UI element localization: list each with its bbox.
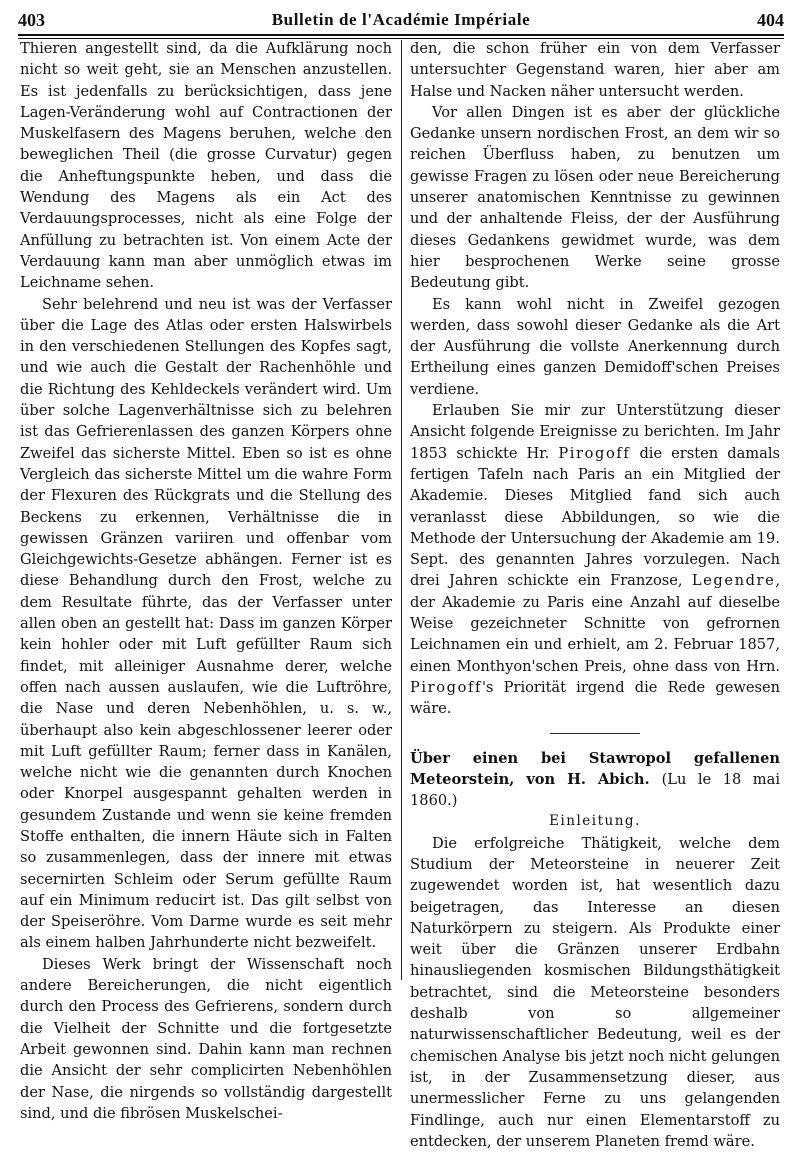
paragraph: den, die schon früher ein von dem Verfasser untersuchter Gegenstand waren, hier aber am Halse und Nacken näher untersucht werden. xyxy=(410,40,780,100)
page-number-right: 404 xyxy=(757,10,784,30)
person-name: Legendre xyxy=(691,572,776,590)
text-run: 's Priorität irgend die Rede gewesen wäre. xyxy=(410,678,780,718)
right-column xyxy=(410,38,780,1152)
person-name: Pirogoff xyxy=(558,444,631,462)
person-name: Pirogoff xyxy=(410,678,482,696)
paragraph: Die erfolgreiche Thätigkeit, welche dem Studium der Meteorsteine in neuerer Zeit zugewendet worden ist, hat wesentlich dazu beigetragen, das Interesse an diesen Naturkörpern zu steigern. Als Produkte einer weit über die Gränzen unserer Erdbahn hinausliegenden kosmischen Bildungsthätigkeit betrachtet, sind die Meteorsteine besonders deshalb von so allgemeiner naturwissenschaftlicher Bedeutung, weil es der chemischen Analyse bis jetzt noch nicht gelungen ist, in der Zusammensetzung dieser, aus unermesslicher Ferne zu uns gelangenden Findlinge, auch nur einen Elementarstoff zu entdecken, der unserem Planeten fremd wäre. xyxy=(410,834,780,1150)
paragraph: Dieses Werk bringt der Wissenschaft noch andere Bereicherungen, die nicht eigentlich durch den Process des Gefrierens, sondern durch die Vielheit der Schnitte und die fortgesetzte Arbeit gewonnen sind. Dahin kann man rechnen die Ansicht der sehr complicirten Nebenhöhlen der Nase, die nirgends so vollständig dargestellt sind, und die fibrösen Muskelschei- xyxy=(20,955,392,1122)
paragraph: Es kann wohl nicht in Zweifel gezogen werden, dass sowohl dieser Gedanke als die Art der Ausführung die vollste Anerkennung durch Ertheilung eines ganzen Demidoff'schen Preises verdiene. xyxy=(410,295,780,398)
text-run: die ersten damals fertigen Tafeln nach Paris an ein Mitglied der Akademie. Dieses Mitglied fand sich auch veranlasst diese Abbildungen, so wie die Methode der Untersuchung der Akademie am 19. Sept. des genannten Jahres vorzulegen. Nach drei Jahren schickte ein Franzose, xyxy=(410,444,780,590)
article-title-text: Über einen bei Stawropol gefallenen Meteorstein, von H. Abich. xyxy=(410,749,780,788)
journal-title: Bulletin de l'Académie Impériale xyxy=(271,10,531,29)
article-date: (Lu le 18 mai 1860.) xyxy=(410,770,781,810)
paragraph: Vor allen Dingen ist es aber der glückliche Gedanke unsern nordischen Frost, an dem wir so reichen Überfluss haben, zu benutzen um gewisse Fragen zu lösen oder neue Bereicherung unserer anatomischen Kenntnisse zu gewinnen und der anhaltende Fleiss, der der Ausführung dieses Gedankens gewidmet wurde, was dem hier besprochenen Werke seine grosse Bedeutung gibt. xyxy=(410,103,780,292)
column-separator xyxy=(401,40,402,980)
section-subheading: Einleitung. xyxy=(549,813,641,830)
article-title xyxy=(410,748,780,812)
paragraph: Sehr belehrend und neu ist was der Verfasser über die Lage des Atlas oder ersten Halswirbels in den verschiedenen Stellungen des Kopfes sagt, und wie auch die Gestalt der Rachenhöhle und die Richtung des Kehldeckels verändert wird. Um über solche Lagenverhältnisse sich zu belehren ist das Gefrierenlassen des ganzen Körpers ohne Zweifel das sicherste Mittel. Eben so ist es ohne Vergleich das sicherste Mittel um die wahre Form der Flexuren des Rückgrats und die Stellung des Beckens zu erkennen, Verhältnisse die in gewissen Gränzen variiren und offenbar vom Gleichgewichts-Gesetze abhängen. Ferner ist es diese Behandlung durch den Frost, welche zu dem Resultate führte, das der Verfasser unter allen oben an gestellt hat: Dass im ganzen Körper kein hohler oder mit Luft gefüllter Raum sich findet, mit alleiniger Ausnahme derer, welche offen nach aussen auslaufen, wie die Luftröhre, die Nase und deren Nebenhöhlen, u. s. w., überhaupt also kein abgeschlossener leerer oder mit Luft gefüllter Raum; ferner dass in Kanälen, welche nicht wie die genannten durch Knochen oder Knorpel ausgespannt gehalten werden in gesundem Zustande und wenn sie keine fremden Stoffe enthalten, die innern Häute sich in Falten so zusammenlegen, dass der innere mit etwas secernirten Schleim oder Serum gefüllte Raum auf ein Minimum reducirt ist. Das gilt selbst von der Speiseröhre. Vom Darme wurde es seit mehr als einem halben Jahrhunderte nicht bezweifelt. xyxy=(20,295,392,952)
section-divider xyxy=(550,733,640,734)
header-rule xyxy=(18,34,784,36)
text-run: Erlauben Sie mir zur Unterstützung dieser Ansicht folgende Ereignisse zu berichten. Im Jahr 1853 schickte Hr. xyxy=(410,402,780,462)
text-run: , der Akademie zu Paris eine Anzahl auf dieselbe Weise gezeichneter Schnitte von gefrornen Leichnamen ein und erhielt, am 2. Februar 1857, einen Monthyon'schen Preis, ohne dass von Hrn. xyxy=(410,572,780,675)
page-number-left: 403 xyxy=(18,10,45,30)
left-column xyxy=(20,38,392,1124)
paragraph xyxy=(410,400,780,719)
paragraph: Thieren angestellt sind, da die Aufklärung noch nicht so weit geht, sie an Menschen anzustellen. Es ist jedenfalls zu berücksichtigen, dass jene Lagen-Veränderung wohl auf Contractionen der Muskelfasern des Magens beruhen, welche den beweglichen Theil (die grosse Curvatur) gegen die Anheftungspunkte heben, und dass die Wendung des Magens als ein Act des Verdauungsprocesses, nicht als eine Folge der Anfüllung zu betrachten ist. Von einem Acte der Verdauung kann man aber unmöglich etwas im Leichname sehen. xyxy=(20,40,392,292)
